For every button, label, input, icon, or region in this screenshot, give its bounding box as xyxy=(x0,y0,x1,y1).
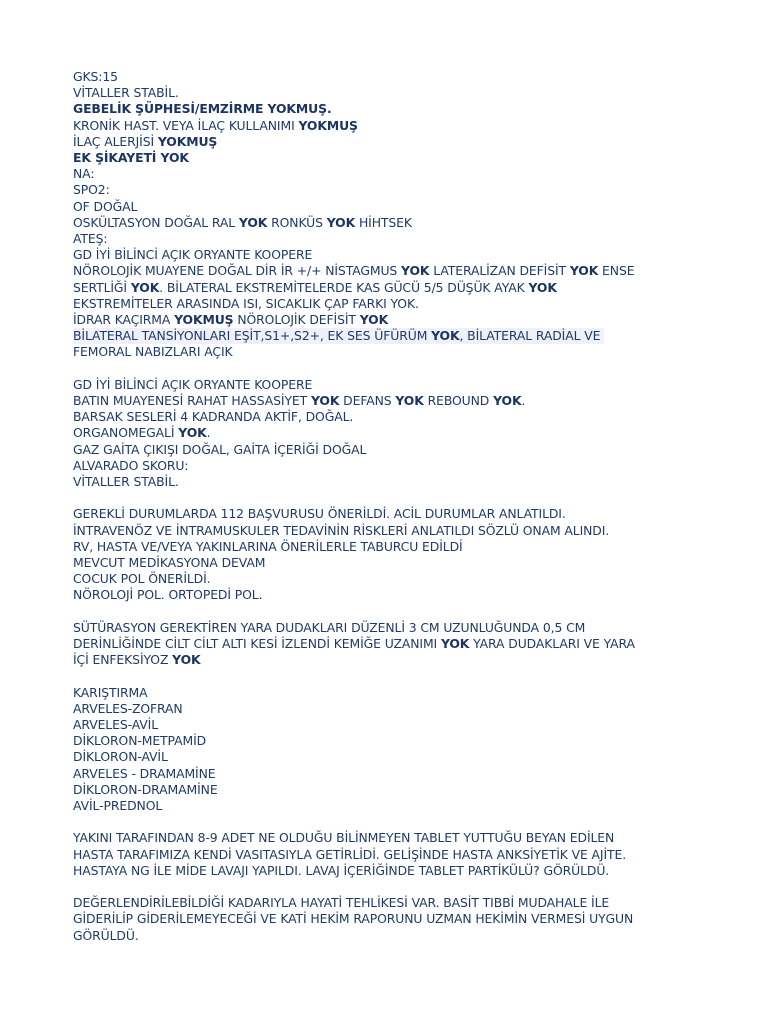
bold-text-run: YOK xyxy=(130,279,160,295)
text-line xyxy=(73,199,753,215)
text-line xyxy=(73,231,753,247)
text-run: AVİL-PREDNOL xyxy=(73,798,163,814)
text-line xyxy=(73,134,753,150)
text-line xyxy=(73,911,753,927)
paragraph-gap xyxy=(73,879,753,895)
text-line xyxy=(73,166,753,182)
paragraph-gap xyxy=(73,490,753,506)
bold-text-run: YOK xyxy=(528,279,557,295)
paragraph-gap xyxy=(73,668,753,684)
text-line xyxy=(73,425,753,441)
text-run: SÜTÜRASYON GEREKTİREN YARA DUDAKLARI DÜZENLİ 3 CM UZUNLUĞUNDA 0,5 CM xyxy=(73,619,586,635)
bold-text-run: YOK xyxy=(310,393,340,409)
text-run: YARA DUDAKLARI VE YARA xyxy=(469,636,635,652)
text-run: HASTAYA NG İLE MİDE LAVAJI YAPILDI. LAVAJ İÇERİĞİNDE TABLET PARTİKÜLÜ? GÖRÜLDÜ. xyxy=(73,862,610,878)
clinical-note-document xyxy=(73,69,753,944)
text-run: RV, HASTA VE/VEYA YAKINLARINA ÖNERİLERLE TABURCU EDİLDİ xyxy=(73,538,463,554)
text-run: GEREKLİ DURUMLARDA 112 BAŞVURUSU ÖNERİLDİ. ACİL DURUMLAR ANLATILDI. xyxy=(73,506,566,522)
text-line xyxy=(73,555,753,571)
paragraph-gap xyxy=(73,361,753,377)
text-run: MEVCUT MEDİKASYONA DEVAM xyxy=(73,555,266,571)
text-line xyxy=(73,101,753,117)
bold-text-run: YOKMUŞ xyxy=(157,133,218,149)
text-run: OSKÜLTASYON DOĞAL RAL xyxy=(73,214,239,230)
text-line xyxy=(73,830,753,846)
text-run: İNTRAVENÖZ VE İNTRAMUSKULER TEDAVİNİN RİSKLERİ ANLATILDI SÖZLÜ ONAM ALINDI. xyxy=(73,522,610,538)
text-run: EKSTREMİTELER ARASINDA ISI, SICAKLIK ÇAP FARKI YOK. xyxy=(73,295,419,311)
text-run: , BİLATERAL RADİAL VE xyxy=(459,328,601,344)
text-run: SERTLİĞİ xyxy=(73,279,131,295)
text-line xyxy=(73,782,753,798)
text-run: GAZ GAİTA ÇIKIŞI DOĞAL, GAİTA İÇERİĞİ DOĞAL xyxy=(73,441,367,457)
text-line xyxy=(73,442,753,458)
text-line xyxy=(73,766,753,782)
bold-text-run: YOKMUŞ xyxy=(298,117,358,133)
text-line xyxy=(73,571,753,587)
paragraph-gap xyxy=(73,814,753,830)
text-run: VİTALLER STABİL. xyxy=(73,85,179,101)
bold-text-run: GEBELİK ŞÜPHESİ/EMZİRME YOKMUŞ. xyxy=(73,101,332,117)
text-line xyxy=(73,377,753,393)
text-run: ARVELES - DRAMAMİNE xyxy=(73,765,216,781)
text-run: BATIN MUAYENESİ RAHAT HASSASİYET xyxy=(73,393,311,409)
text-run: NA: xyxy=(73,166,95,182)
text-run: NÖROLOJİ POL. ORTOPEDİ POL. xyxy=(73,587,263,603)
text-run: İLAÇ ALERJİSİ xyxy=(73,133,158,149)
text-run: GKS:15 xyxy=(73,69,118,84)
paragraph-gap xyxy=(73,604,753,620)
text-run: ALVARADO SKORU: xyxy=(73,457,189,473)
text-run: RONKÜS xyxy=(267,214,327,230)
bold-text-run: YOKMUŞ xyxy=(174,312,234,328)
text-run: ATEŞ: xyxy=(73,231,108,247)
bold-text-run: YOK xyxy=(493,393,522,409)
text-run: KRONİK HAST. VEYA İLAÇ KULLANIMI xyxy=(73,117,299,133)
text-line xyxy=(73,717,753,733)
text-run: DEĞERLENDİRİLEBİLDİĞİ KADARIYLA HAYATİ TEHLİKESİ VAR. BASİT TIBBİ MUDAHALE İLE xyxy=(73,895,610,911)
text-run: LATERALİZAN DEFİSİT xyxy=(429,263,570,279)
text-run: COCUK POL ÖNERİLDİ. xyxy=(73,571,211,587)
bold-text-run: YOK xyxy=(326,214,356,230)
text-line xyxy=(73,652,753,668)
text-run: İDRAR KAÇIRMA xyxy=(73,312,175,328)
text-run: ARVELES-ZOFRAN xyxy=(73,700,183,716)
text-line xyxy=(73,620,753,636)
text-run: YAKINI TARAFINDAN 8-9 ADET NE OLDUĞU BİLİNMEYEN TABLET YUTTUĞU BEYAN EDİLEN xyxy=(73,830,615,846)
text-run: GD İYİ BİLİNCİ AÇIK ORYANTE KOOPERE xyxy=(73,247,313,263)
text-run: . xyxy=(521,393,526,409)
bold-text-run: YOK xyxy=(401,263,430,279)
text-run: . xyxy=(206,425,211,441)
text-run: GÖRÜLDÜ. xyxy=(73,927,139,943)
text-line xyxy=(73,118,753,134)
text-line xyxy=(73,215,753,231)
bold-text-run: YOK xyxy=(172,652,201,668)
text-line xyxy=(73,847,753,863)
text-run: GİDERİLİP GİDERİLEMEYECEĞİ VE KATİ HEKİM RAPORUNU UZMAN HEKİMİN VERMESİ UYGUN xyxy=(73,911,634,927)
text-line xyxy=(73,895,753,911)
text-line xyxy=(73,685,753,701)
text-run: NÖROLOJİK DEFİSİT xyxy=(233,312,360,328)
text-line xyxy=(73,280,753,296)
text-run: DİKLORON-METPAMİD xyxy=(73,733,207,749)
text-run: FEMORAL NABIZLARI AÇIK xyxy=(73,344,233,360)
bold-text-run: YOK xyxy=(359,312,389,328)
text-line xyxy=(73,474,753,490)
highlighted-text xyxy=(73,328,604,344)
text-run: HİHTSEK xyxy=(355,214,412,230)
text-run: REBOUND xyxy=(423,393,494,409)
text-run: ARVELES-AVİL xyxy=(73,717,159,733)
text-line xyxy=(73,312,753,328)
text-line xyxy=(73,636,753,652)
text-run: NÖROLOJİK MUAYENE DOĞAL DİR İR +/+ NİSTAGMUS xyxy=(73,263,402,279)
bold-text-run: YOK xyxy=(431,328,460,344)
text-line xyxy=(73,247,753,263)
text-run: KARIŞTIRMA xyxy=(73,684,148,700)
text-run: OF DOĞAL xyxy=(73,198,138,214)
bold-text-run: YOK xyxy=(238,214,268,230)
text-run: DİKLORON-AVİL xyxy=(73,749,168,765)
text-run: SPO2: xyxy=(73,182,110,198)
bold-text-run: YOK xyxy=(440,636,470,652)
text-line xyxy=(73,182,753,198)
text-run: BARSAK SESLERİ 4 KADRANDA AKTİF, DOĞAL. xyxy=(73,409,354,425)
text-run: İÇİ ENFEKSİYOZ xyxy=(73,652,173,668)
text-line xyxy=(73,863,753,879)
bold-text-run: EK ŞİKAYETİ YOK xyxy=(73,150,189,166)
bold-text-run: YOK xyxy=(178,425,207,441)
text-run: GD İYİ BİLİNCİ AÇIK ORYANTE KOOPERE xyxy=(73,376,313,392)
bold-text-run: YOK xyxy=(395,393,424,409)
text-run: VİTALLER STABİL. xyxy=(73,474,179,490)
text-run: BİLATERAL TANSİYONLARI EŞİT,S1+,S2+, EK SES ÜFÜRÜM xyxy=(73,328,432,344)
text-run: HASTA TARAFIMIZA KENDİ VASITASIYLA GETİRLİDİ. GELİŞİNDE HASTA ANKSİYETİK VE AJİTE. xyxy=(73,846,627,862)
text-line xyxy=(73,587,753,603)
text-run: ORGANOMEGALİ xyxy=(73,425,179,441)
text-run: DERİNLİĞİNDE CİLT CİLT ALTI KESİ İZLENDİ KEMİĞE UZANIMI xyxy=(73,636,441,652)
text-line xyxy=(73,928,753,944)
text-line xyxy=(73,798,753,814)
text-run: ENSE xyxy=(598,263,635,279)
text-run: DİKLORON-DRAMAMİNE xyxy=(73,781,218,797)
text-line xyxy=(73,263,753,279)
text-line xyxy=(73,409,753,425)
text-line xyxy=(73,344,753,360)
text-line xyxy=(73,69,753,85)
text-line xyxy=(73,749,753,765)
text-line xyxy=(73,296,753,312)
bold-text-run: YOK xyxy=(569,263,599,279)
text-line xyxy=(73,328,753,344)
text-line xyxy=(73,393,753,409)
text-line xyxy=(73,539,753,555)
text-line xyxy=(73,523,753,539)
text-line xyxy=(73,701,753,717)
text-run: . BİLATERAL EKSTREMİTELERDE KAS GÜCÜ 5/5 DÜŞÜK AYAK xyxy=(159,279,529,295)
text-line xyxy=(73,85,753,101)
text-line xyxy=(73,506,753,522)
text-run: DEFANS xyxy=(339,393,396,409)
text-line xyxy=(73,150,753,166)
text-line xyxy=(73,458,753,474)
text-line xyxy=(73,733,753,749)
